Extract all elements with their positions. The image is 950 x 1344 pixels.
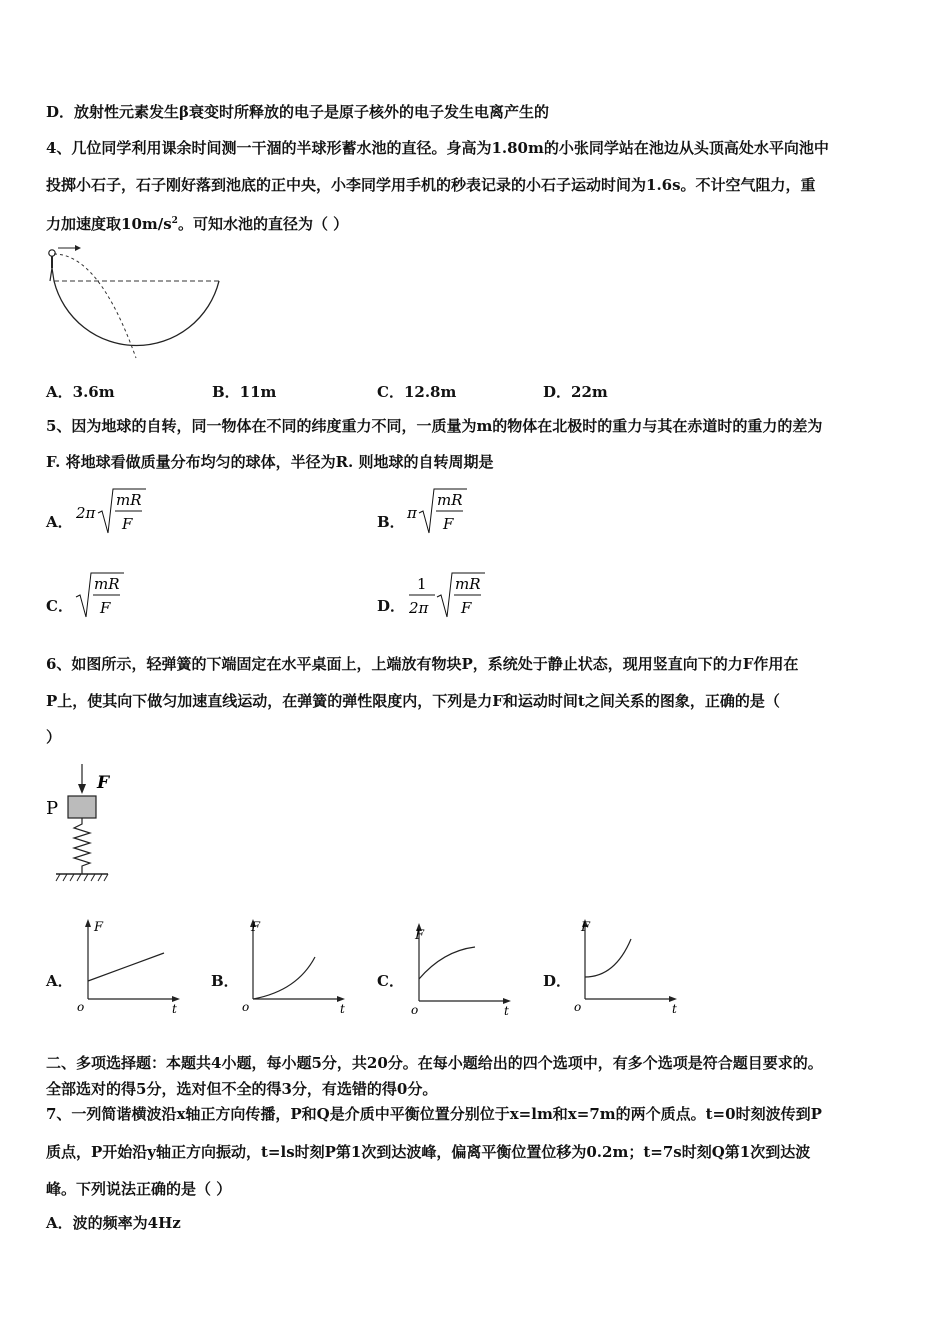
y-axis-arrow	[85, 919, 91, 927]
x-axis-label: t	[172, 1002, 177, 1015]
section2-heading: 二、多项选择题：本题共4小题，每小题5分，共20分。在每小题给出的四个选项中，有多个选项是符合题目要求的。	[46, 1054, 823, 1072]
q5-option-a-formula	[74, 485, 154, 537]
coef-denominator: 2π	[409, 599, 429, 617]
origin-label: o	[411, 1003, 419, 1015]
curve-a	[88, 953, 164, 981]
y-axis-label: F	[415, 928, 425, 943]
q5-option-d-formula	[405, 569, 490, 621]
origin-label: o	[574, 1000, 582, 1014]
numerator: mR	[437, 491, 463, 509]
q6-spring-figure	[42, 762, 122, 886]
q6-option-c-label[interactable]: C．	[377, 972, 404, 990]
q4-stem-line3-part1: 力加速度取10m/s	[46, 215, 172, 233]
q4-option-d[interactable]: D．22m	[543, 383, 608, 401]
q5-option-b-formula	[405, 485, 475, 537]
force-label: F	[97, 773, 110, 793]
denominator: F	[443, 515, 454, 533]
coef-numerator: 1	[417, 575, 427, 593]
q6-graph-b	[237, 915, 352, 1015]
force-arrow-head	[78, 784, 86, 794]
curve-d	[585, 939, 631, 977]
q5-stem-line2: F. 将地球看做质量分布均匀的球体，半径为R. 则地球的自转周期是	[46, 453, 494, 471]
q5-option-b-label[interactable]: B．	[377, 513, 405, 531]
q4-option-c[interactable]: C．12.8m	[377, 383, 457, 401]
q6-graph-d	[569, 915, 684, 1015]
q4-stem-line1: 4、几位同学利用课余时间测一干涸的半球形蓄水池的直径。身高为1.80m的小张同学站在池边从头顶高处水平向池中	[46, 139, 829, 157]
denominator: F	[461, 599, 472, 617]
q5-option-a-label[interactable]: A．	[46, 513, 73, 531]
q4-stem-line2: 投掷小石子，石子刚好落到池底的正中央，小李同学用手机的秒表记录的小石子运动时间为1.6s。不计空气阻力，重	[46, 176, 816, 194]
q6-graph-c	[403, 915, 518, 1015]
q4-exponent: 2	[171, 216, 178, 226]
q5-stem-line1: 5、因为地球的自转，同一物体在不同的纬度重力不同，一质量为m的物体在北极时的重力与其在赤道时的重力的差为	[46, 417, 823, 435]
q5-option-c-label[interactable]: C．	[46, 597, 73, 615]
q4-pool-figure	[44, 242, 229, 367]
numerator: mR	[94, 575, 120, 593]
q4-option-a[interactable]: A．3.6m	[46, 383, 115, 401]
numerator: mR	[455, 575, 481, 593]
spring	[74, 818, 90, 874]
velocity-arrow-head	[75, 245, 81, 251]
origin-label: o	[77, 1000, 85, 1014]
q4-stem-line3-part2: 。可知水池的直径为（ ）	[177, 215, 349, 233]
y-axis-label: F	[581, 920, 591, 935]
q6-option-b-label[interactable]: B．	[211, 972, 239, 990]
denominator: F	[122, 515, 133, 533]
q6-stem-line1: 6、如图所示，轻弹簧的下端固定在水平桌面上，上端放有物块P，系统处于静止状态，现用竖直向下的力F作用在	[46, 655, 799, 673]
q7-stem-line1: 7、一列简谐横波沿x轴正方向传播，P和Q是介质中平衡位置分别位于x=lm和x=7m的两个质点。t=0时刻波传到P	[46, 1105, 822, 1123]
q7-stem-line3: 峰。下列说法正确的是（ ）	[46, 1180, 232, 1198]
q6-option-a-label[interactable]: A．	[46, 972, 73, 990]
x-axis-label: t	[504, 1004, 509, 1015]
q5-option-d-label[interactable]: D．	[377, 597, 406, 615]
numerator: mR	[116, 491, 142, 509]
q6-option-d-label[interactable]: D．	[543, 972, 572, 990]
student-head	[49, 250, 55, 256]
x-axis-label: t	[340, 1002, 345, 1015]
student-leg-right	[52, 268, 54, 281]
denominator: F	[100, 599, 111, 617]
x-axis-label: t	[672, 1002, 677, 1015]
section2-scoring: 全部选对的得5分，选对但不全的得3分，有选错的得0分。	[46, 1080, 438, 1098]
q5-option-c-formula	[74, 569, 134, 621]
ground-hatch	[56, 874, 108, 881]
coef-2pi: 2π	[76, 504, 96, 522]
q4-option-b[interactable]: B．11m	[212, 383, 277, 401]
q6-stem-line3: ）	[46, 728, 62, 746]
block-p	[68, 796, 96, 818]
q6-stem-line2: P上，使其向下做匀加速直线运动，在弹簧的弹性限度内，下列是力F和运动时间t之间关系的图象，正确的是（	[46, 692, 780, 710]
q7-stem-line2: 质点，P开始沿y轴正方向振动，t=ls时刻P第1次到达波峰，偏离平衡位置位移为0.2m；t=7s时刻Q第1次到达波	[46, 1143, 811, 1161]
block-label: P	[46, 798, 59, 819]
q6-graph-a	[72, 915, 187, 1015]
q4-stem-line3	[46, 211, 348, 234]
y-axis-label: F	[94, 920, 104, 935]
q3-option-d: D．放射性元素发生β衰变时所释放的电子是原子核外的电子发生电离产生的	[46, 103, 549, 121]
origin-label: o	[242, 1000, 250, 1014]
pool-arc	[54, 281, 219, 346]
curve-c	[419, 947, 475, 979]
y-axis-label: F	[251, 920, 261, 935]
stone-trajectory	[54, 254, 136, 358]
q7-option-a[interactable]: A．波的频率为4Hz	[46, 1214, 181, 1232]
curve-b	[253, 957, 315, 999]
coef-pi: π	[407, 504, 417, 522]
